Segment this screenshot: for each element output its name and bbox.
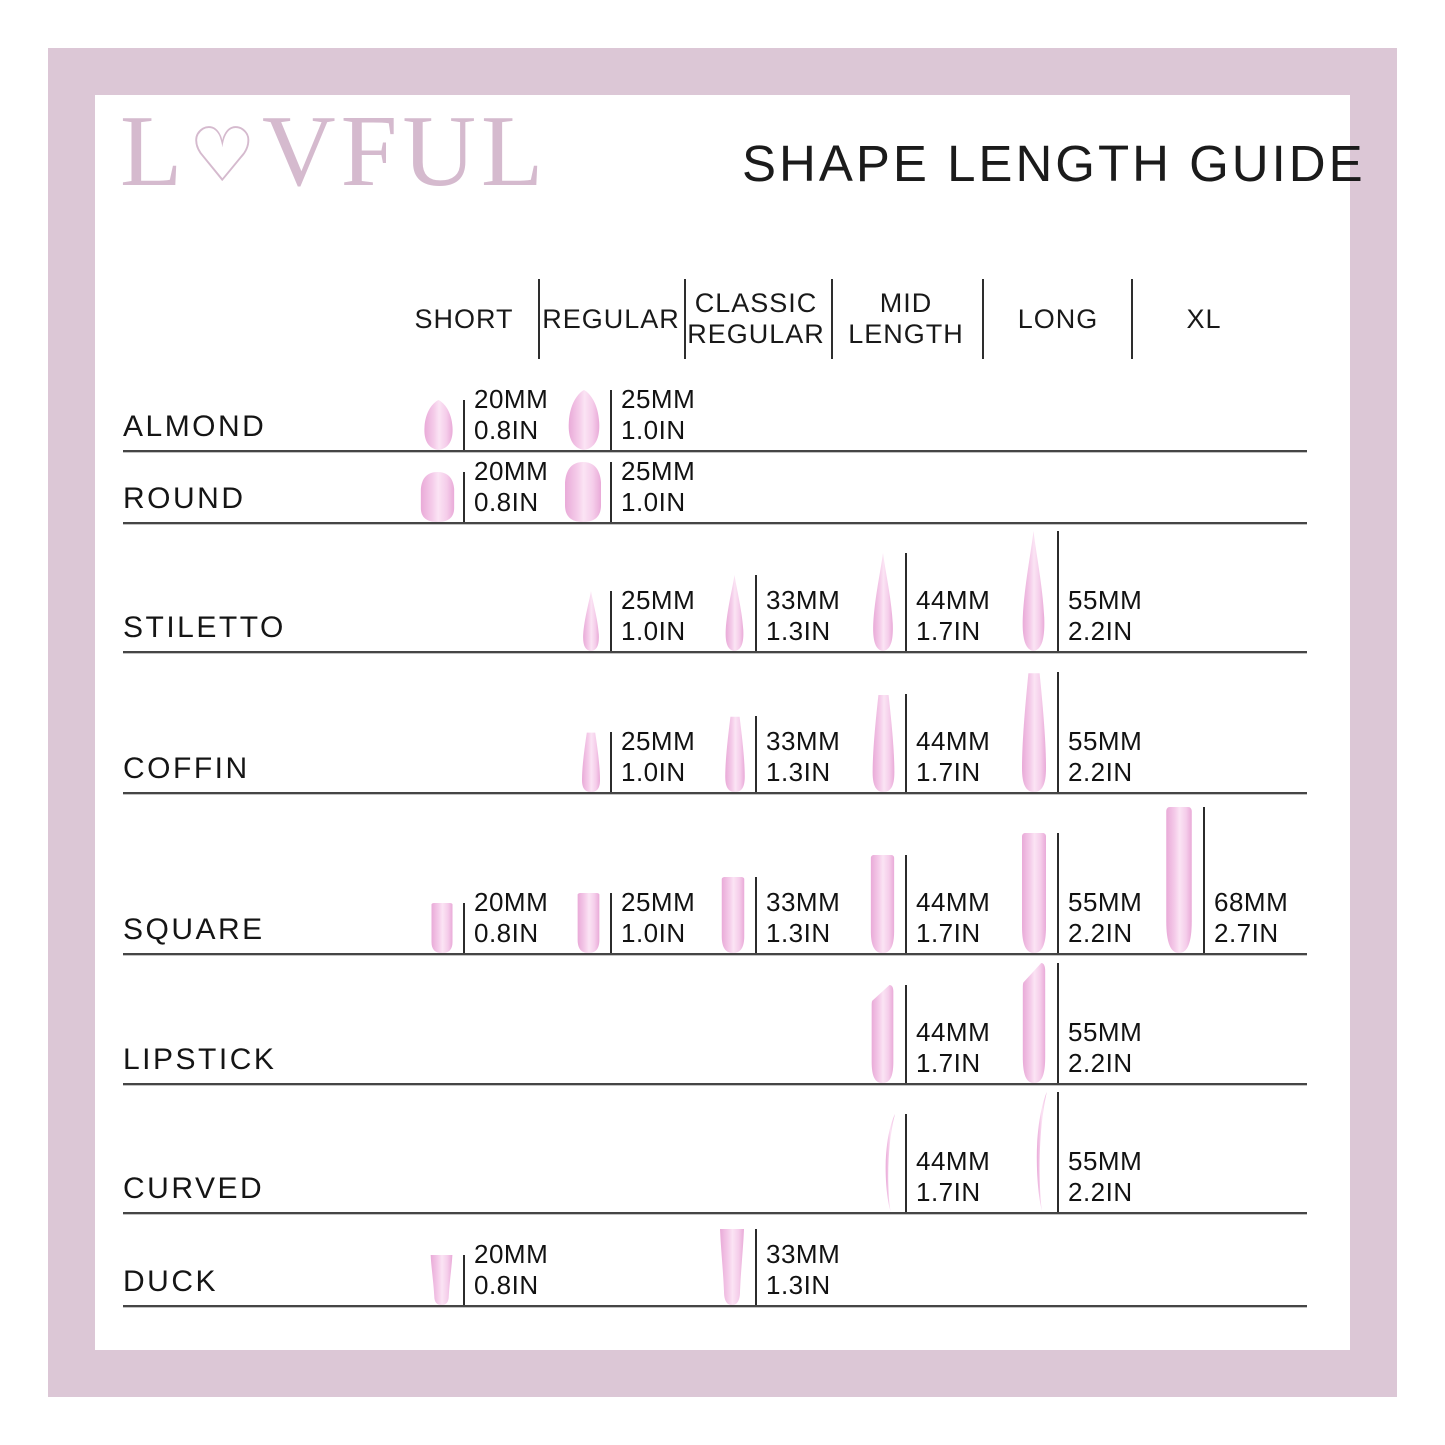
measurement-in: 2.2IN — [1068, 1048, 1133, 1078]
measurement-label — [621, 887, 695, 949]
row-underline — [123, 450, 1307, 452]
measurement-mm: 68MM — [1214, 887, 1289, 917]
row-underline — [123, 522, 1307, 524]
column-header-line: REGULAR — [687, 319, 825, 349]
measure-line — [1057, 833, 1059, 953]
measurement-mm: 33MM — [766, 1239, 841, 1269]
measurement-in: 1.7IN — [916, 1177, 981, 1207]
measurement-mm: 44MM — [916, 585, 991, 615]
measurement-label — [916, 726, 990, 788]
measurement-in: 2.7IN — [1214, 918, 1279, 948]
column-header-line: CLASSIC — [694, 288, 818, 318]
column-header-line: LONG — [1017, 303, 1099, 334]
measure-line — [610, 591, 612, 651]
measure-line — [1057, 1092, 1059, 1212]
measure-line — [905, 553, 907, 651]
column-divider — [1131, 279, 1133, 359]
measurement-label — [1214, 887, 1288, 949]
measurement-in: 1.0IN — [621, 487, 686, 517]
nail-icon-square — [718, 877, 748, 953]
measurement-in: 1.0IN — [621, 918, 686, 948]
measure-line — [905, 855, 907, 953]
nail-icon-square — [428, 903, 456, 953]
column-header-line: REGULAR — [542, 303, 680, 334]
nail-icon-coffin — [722, 716, 748, 792]
column-divider — [538, 279, 540, 359]
measurement-mm: 20MM — [474, 1239, 549, 1269]
measure-line — [905, 694, 907, 792]
measure-line — [610, 732, 612, 792]
nail-icon-duck — [716, 1229, 748, 1305]
measure-line — [755, 716, 757, 792]
measurement-mm: 25MM — [621, 384, 696, 414]
column-header-line: XL — [1186, 303, 1222, 334]
measurement-mm: 20MM — [474, 384, 549, 414]
column-header-xl — [1094, 284, 1314, 354]
measurement-in: 2.2IN — [1068, 616, 1133, 646]
measurement-mm: 55MM — [1068, 887, 1143, 917]
nail-icon-almond — [565, 390, 603, 450]
measurement-label — [916, 585, 990, 647]
row-underline — [123, 1305, 1307, 1307]
column-divider — [684, 279, 686, 359]
measurement-in: 0.8IN — [474, 415, 539, 445]
measure-line — [463, 1255, 465, 1305]
measurement-mm: 44MM — [916, 1017, 991, 1047]
nail-icon-curved — [883, 1114, 898, 1212]
nail-icon-round — [419, 472, 456, 522]
measurement-in: 1.7IN — [916, 616, 981, 646]
column-header-line: SHORT — [414, 303, 514, 334]
row-underline — [123, 1212, 1307, 1214]
measurement-in: 1.3IN — [766, 1270, 831, 1300]
shape-row-label-coffin: COFFIN — [123, 752, 250, 785]
nail-icon-square — [867, 855, 898, 953]
measure-line — [905, 1114, 907, 1212]
measurement-label — [1068, 1017, 1142, 1079]
measurement-mm: 55MM — [1068, 585, 1143, 615]
measurement-label — [621, 384, 695, 446]
nail-icon-coffin — [1018, 672, 1050, 792]
row-underline — [123, 953, 1307, 955]
measurement-in: 1.3IN — [766, 757, 831, 787]
measurement-mm: 44MM — [916, 1146, 991, 1176]
measurement-mm: 55MM — [1068, 1017, 1143, 1047]
measurement-label — [766, 887, 840, 949]
measure-line — [610, 462, 612, 522]
shape-row-label-lipstick: LIPSTICK — [123, 1043, 277, 1076]
measurement-label — [1068, 726, 1142, 788]
nail-icon-stiletto — [579, 591, 603, 651]
measurement-in: 0.8IN — [474, 487, 539, 517]
shape-row-label-duck: DUCK — [123, 1265, 219, 1298]
measurement-label — [474, 384, 548, 446]
measurement-in: 0.8IN — [474, 1270, 539, 1300]
nail-icon-duck — [427, 1255, 456, 1305]
measurement-mm: 55MM — [1068, 1146, 1143, 1176]
row-underline — [123, 1083, 1307, 1085]
column-divider — [831, 279, 833, 359]
measure-line — [755, 1229, 757, 1305]
measurement-in: 1.3IN — [766, 616, 831, 646]
brand-logo — [120, 96, 548, 208]
measurement-label — [621, 726, 695, 788]
measurement-label — [1068, 1146, 1142, 1208]
measurement-label — [766, 1239, 840, 1301]
brand-logo-letter: L — [120, 95, 188, 208]
measurement-in: 1.3IN — [766, 918, 831, 948]
measurement-label — [916, 1146, 990, 1208]
row-underline — [123, 651, 1307, 653]
shape-row-label-square: SQUARE — [123, 913, 265, 946]
measurement-label — [474, 1239, 548, 1301]
nail-icon-coffin — [579, 732, 603, 792]
measurement-in: 1.0IN — [621, 415, 686, 445]
nail-icon-square — [1162, 807, 1196, 953]
measurement-in: 1.7IN — [916, 1048, 981, 1078]
measure-line — [463, 400, 465, 450]
measurement-mm: 33MM — [766, 726, 841, 756]
nail-icon-lipstick — [1018, 963, 1050, 1083]
measure-line — [755, 575, 757, 651]
measure-line — [610, 390, 612, 450]
measure-line — [463, 903, 465, 953]
measurement-in: 1.7IN — [916, 757, 981, 787]
measurement-in: 1.0IN — [621, 757, 686, 787]
measurement-mm: 44MM — [916, 887, 991, 917]
column-header-line: LENGTH — [848, 319, 964, 349]
heart-icon: ♡ — [188, 115, 261, 198]
measure-line — [905, 985, 907, 1083]
measurement-mm: 25MM — [621, 585, 696, 615]
measurement-in: 2.2IN — [1068, 1177, 1133, 1207]
row-underline — [123, 792, 1307, 794]
measurement-label — [916, 887, 990, 949]
nail-icon-lipstick — [867, 985, 898, 1083]
measure-line — [755, 877, 757, 953]
measurement-label — [621, 585, 695, 647]
measurement-label — [1068, 887, 1142, 949]
measure-line — [1203, 807, 1205, 953]
nail-icon-stiletto — [1017, 531, 1050, 651]
shape-row-label-almond: ALMOND — [123, 410, 267, 443]
shape-row-label-round: ROUND — [123, 482, 246, 515]
measurement-label — [474, 456, 548, 518]
measurement-mm: 25MM — [621, 726, 696, 756]
measurement-mm: 33MM — [766, 887, 841, 917]
measurement-in: 1.0IN — [621, 616, 686, 646]
measurement-label — [1068, 585, 1142, 647]
nail-icon-curved — [1034, 1092, 1050, 1212]
measurement-mm: 20MM — [474, 887, 549, 917]
nail-icon-square — [1018, 833, 1050, 953]
measurement-mm: 25MM — [621, 456, 696, 486]
shape-row-label-stiletto: STILETTO — [123, 611, 286, 644]
nail-icon-stiletto — [721, 575, 748, 651]
brand-logo-rest: VFUL — [261, 95, 549, 208]
measure-line — [610, 893, 612, 953]
measurement-mm: 55MM — [1068, 726, 1143, 756]
measurement-label — [474, 887, 548, 949]
nail-icon-round — [563, 462, 603, 522]
measure-line — [1057, 672, 1059, 792]
nail-icon-coffin — [869, 694, 898, 792]
measurement-in: 0.8IN — [474, 918, 539, 948]
nail-icon-almond — [421, 400, 456, 450]
measurement-in: 2.2IN — [1068, 757, 1133, 787]
measure-line — [1057, 531, 1059, 651]
column-header-line: MID — [879, 288, 933, 318]
measurement-label — [766, 585, 840, 647]
nail-icon-square — [574, 893, 603, 953]
measurement-mm: 20MM — [474, 456, 549, 486]
measurement-mm: 25MM — [621, 887, 696, 917]
measure-line — [1057, 963, 1059, 1083]
measure-line — [463, 472, 465, 522]
measurement-mm: 33MM — [766, 585, 841, 615]
measurement-label — [766, 726, 840, 788]
nail-icon-stiletto — [868, 553, 898, 651]
measurement-in: 1.7IN — [916, 918, 981, 948]
measurement-mm: 44MM — [916, 726, 991, 756]
measurement-label — [621, 456, 695, 518]
shape-row-label-curved: CURVED — [123, 1172, 265, 1205]
measurement-label — [916, 1017, 990, 1079]
page-title: SHAPE LENGTH GUIDE — [742, 135, 1366, 192]
column-divider — [982, 279, 984, 359]
measurement-in: 2.2IN — [1068, 918, 1133, 948]
